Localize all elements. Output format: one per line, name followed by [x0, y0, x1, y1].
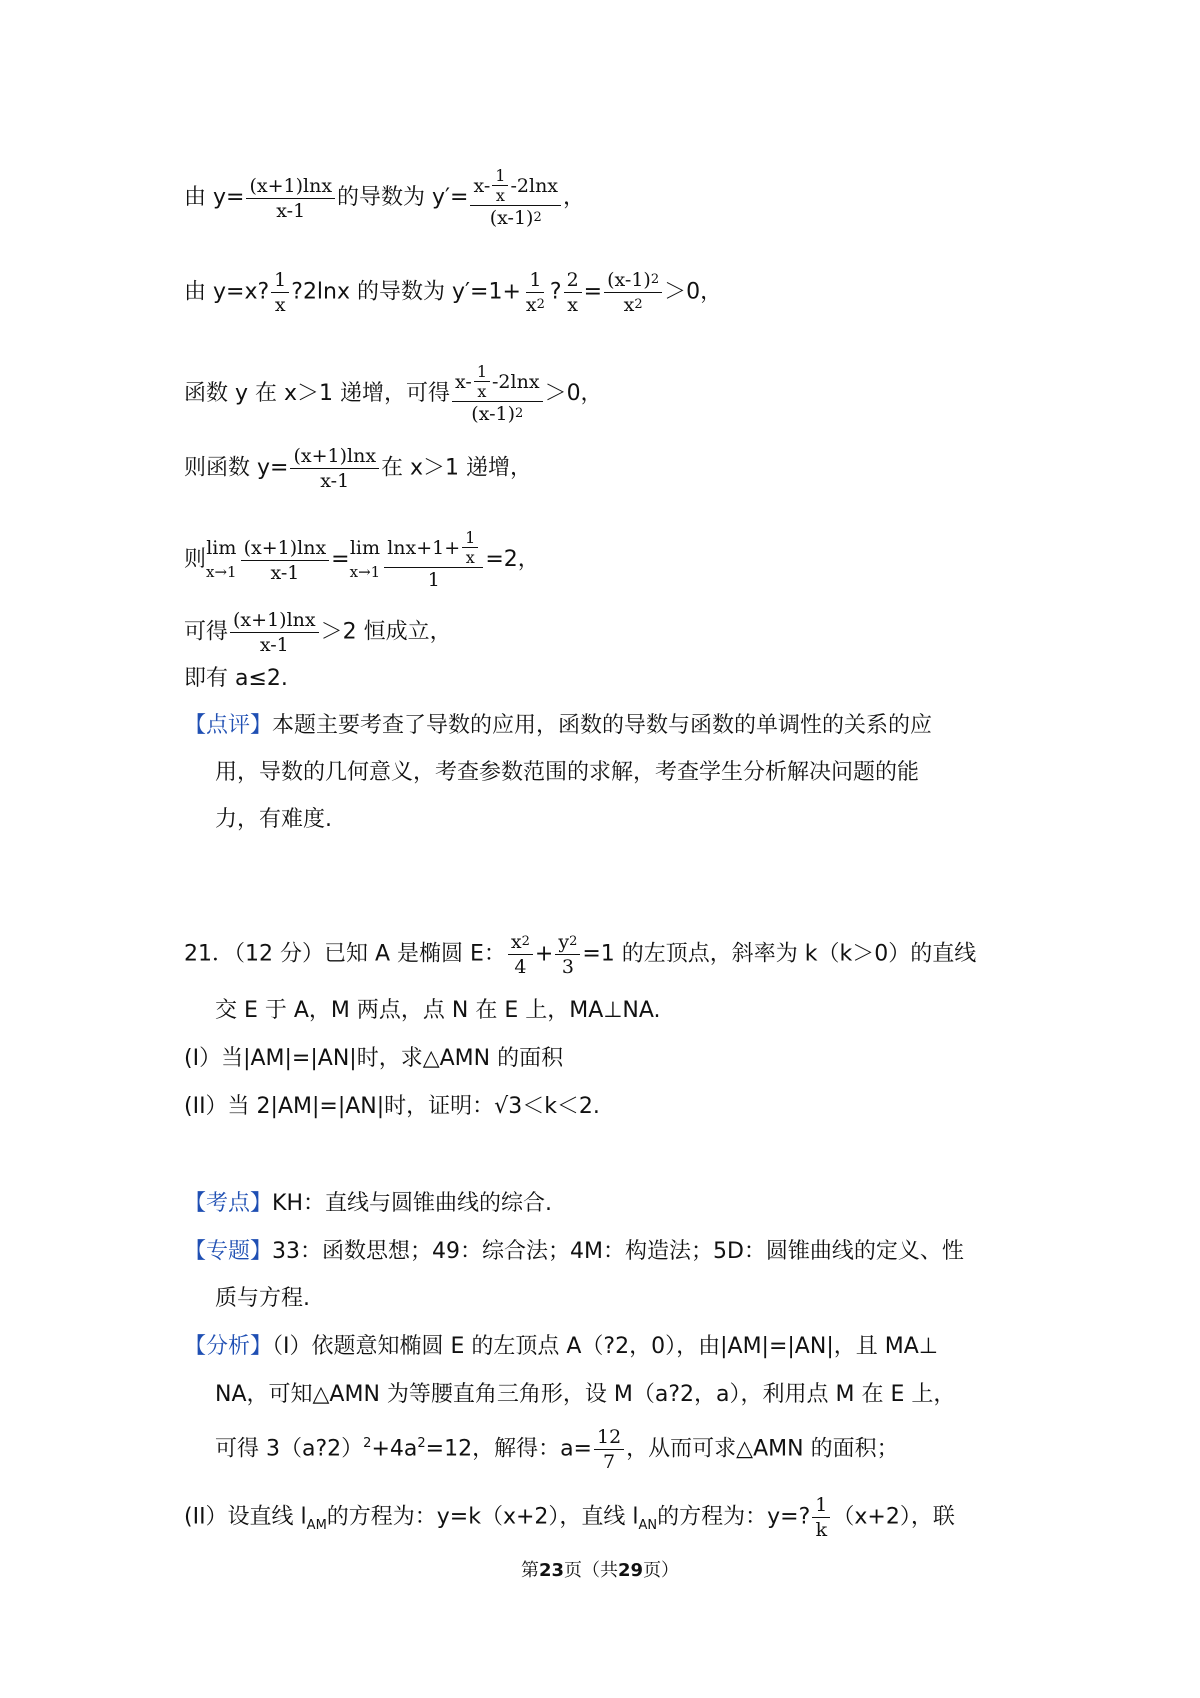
fraction: x- $\frac{1}{x}$ -2lnx (x-1) 2 — [470, 166, 561, 230]
fenxi-line-2: NA，可知△AMN 为等腰直角三角形，设 M（a?2，a），利用点 M 在 E 上， — [215, 1382, 956, 1407]
question-21-part-2: (II）当 2|AM|=|AN|时，证明：√3＜k＜2. — [184, 1094, 600, 1119]
fraction: $\frac{(x+1)\ln x}{x-1}$ — [230, 608, 319, 657]
solution-line-1: 由 y= $\frac{(x+1)\ln x}{x-1}$ 的导数为 y′= x- $\frac{1}{x}$ -2lnx (x-1) 2 ， — [184, 166, 586, 229]
limit-operator: lim x→1 — [206, 537, 237, 581]
kaodian-tag: 【考点】 — [184, 1191, 273, 1216]
question-21-line-1: 21．（12 分）已知 A 是椭圆 E： x 2 4 + y 2 3 =1 的左顶点，斜率为 k（k＞0）的直线 — [184, 931, 977, 978]
review-tag: 【点评】 — [184, 713, 273, 738]
solution-line-6: 可得 $\frac{(x+1)\ln x}{x-1}$ ＞2 恒成立， — [184, 609, 452, 656]
fraction: $\frac{1}{k}$ — [812, 1493, 830, 1542]
fraction: lnx+1+ $\frac{1}{x}$ 1 — [384, 528, 483, 592]
zhuanti-line-2: 质与方程. — [215, 1286, 310, 1311]
analysis-part-2-line: (II）设直线 $l_{AM}$的方程为：y=k（x+2），直线 $l_{AN}$的方程为：y=? $\frac{1}{k}$ （x+2），联 — [184, 1494, 955, 1541]
fraction: $\frac{2}{x}$ — [564, 268, 582, 317]
review-line-1: 【点评】本题主要考查了导数的应用，函数的导数与函数的单调性的关系的应 — [184, 713, 933, 738]
zhuanti-tag: 【专题】 — [184, 1239, 273, 1264]
solution-line-5-limit: 则 lim x→1 $\frac{(x+1)\ln x}{x-1}$ = lim x→1 lnx+1+ $\frac{1}{x}$ 1 =2， — [184, 528, 540, 591]
fraction: x 2 4 — [508, 930, 533, 979]
solution-line-2: 由 y=x? $\frac{1}{x}$ ?2lnx 的导数为 y′=1+ 1 x 2 ? $\frac{2}{x}$ = (x-1) 2 x 2 ＞0， — [184, 269, 723, 316]
fraction: $\frac{(x+1)\ln x}{x-1}$ — [241, 536, 330, 585]
sqrt-3: √3 — [494, 1094, 523, 1119]
question-21-line-2: 交 E 于 A，M 两点，点 N 在 E 上，MA⊥NA. — [215, 998, 661, 1023]
fraction: $\frac{(x+1)\ln x}{x-1}$ — [290, 444, 379, 493]
fraction: x- $\frac{1}{x}$ -2lnx (x-1) 2 — [452, 362, 543, 426]
fraction: 1 x 2 — [525, 269, 545, 316]
fraction: $\frac{1}{x}$ — [271, 268, 289, 317]
question-21-part-1: (I）当|AM|=|AN|时，求△AMN 的面积 — [184, 1046, 564, 1071]
fenxi-tag: 【分析】 — [184, 1334, 273, 1359]
review-line-2: 用，导数的几何意义，考查参数范围的求解，考查学生分析解决问题的能 — [215, 760, 920, 785]
solution-line-3: 函数 y 在 x＞1 递增，可得 x- $\frac{1}{x}$ -2lnx (x-1) 2 ＞0， — [184, 362, 603, 425]
solution-line-7: 即有 a≤2. — [184, 666, 288, 691]
page-footer: 第23页（共29页） — [520, 1560, 680, 1581]
fraction: (x-1) 2 x 2 — [604, 268, 662, 317]
review-line-3: 力，有难度. — [215, 807, 332, 832]
fraction: $\frac{(x+1)\ln x}{x-1}$ — [246, 174, 335, 223]
total-pages: 29 — [618, 1560, 644, 1581]
zhuanti-line-1: 【专题】33：函数思想；49：综合法；4M：构造法；5D：圆锥曲线的定义、性 — [184, 1239, 964, 1264]
solution-line-4: 则函数 y= $\frac{(x+1)\ln x}{x-1}$ 在 x＞1 递增， — [184, 445, 533, 492]
fraction: y 2 3 — [555, 930, 580, 979]
fenxi-line-3: 可得 $3(a?2)^2+4a^2=12$，解得：a= $\frac{12}{7}$ ，从而可求△AMN 的面积； — [215, 1426, 899, 1473]
fenxi-line-1: 【分析】（I）依题意知椭圆 E 的左顶点 A（?2，0），由|AM|=|AN|，且 MA⊥ — [184, 1334, 938, 1359]
fraction: $\frac{12}{7}$ — [594, 1425, 624, 1474]
kaodian-line: 【考点】KH：直线与圆锥曲线的综合. — [184, 1191, 552, 1216]
limit-operator: lim x→1 — [349, 537, 381, 581]
page-number: 23 — [538, 1560, 564, 1581]
